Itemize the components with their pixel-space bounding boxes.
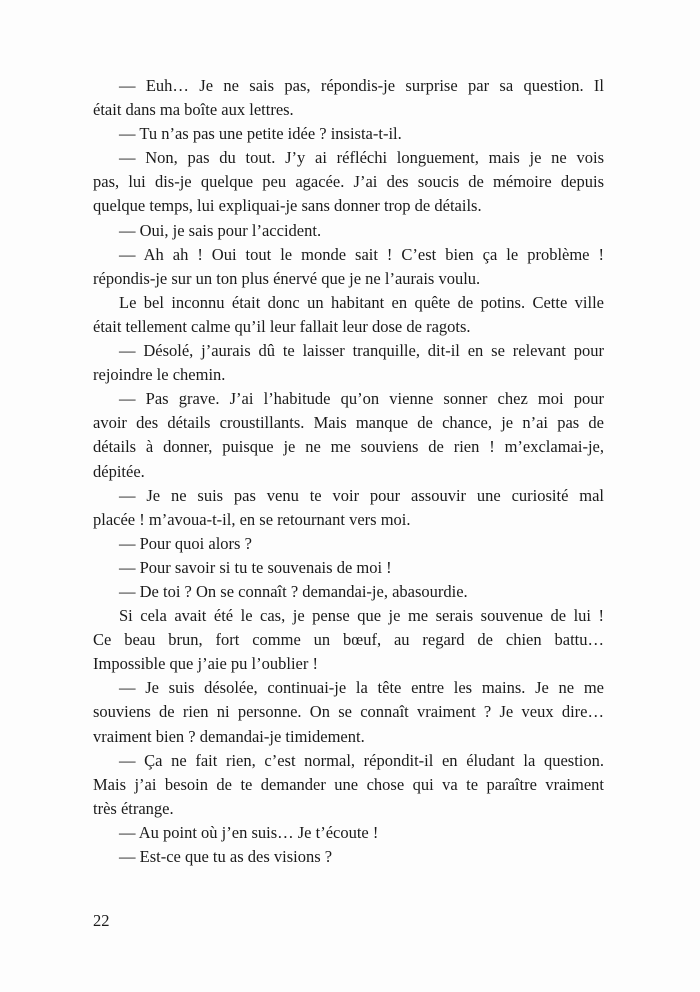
text-line: — Est-ce que tu as des visions ?: [119, 847, 333, 866]
text-line: — De toi ? On se connaît ? demandai-je, abasourdie.: [119, 581, 468, 601]
text-line: vraiment bien ? demandai-je timidement.: [93, 726, 365, 746]
text-line: — Désolé, j’aurais dû te laisser tranquille, dit-il en se relevant pour: [119, 341, 604, 361]
text-line: placée ! m’avoua-t-il, en se retournant vers moi.: [93, 509, 411, 529]
paragraph: [93, 676, 604, 748]
text-line: — Je ne suis pas venu te voir pour assouvir une curiosité mal: [119, 485, 604, 505]
paragraph: [93, 74, 604, 122]
text-line: très étrange.: [93, 798, 174, 818]
text-line: souviens de rien ni personne. On se connaît vraiment ? Je veux dire…: [93, 702, 604, 722]
text-line: Si cela avait été le cas, je pense que je me serais souvenue de lui !: [119, 606, 604, 626]
text-line: — Au point où j’en suis… Je t’écoute !: [119, 822, 379, 842]
text-line: Le bel inconnu était donc un habitant en quête de potins. Cette ville: [119, 292, 604, 312]
text-line: — Euh… Je ne sais pas, répondis-je surprise par sa question. Il: [119, 76, 604, 95]
paragraph: [93, 580, 604, 604]
paragraph: [93, 146, 604, 218]
paragraph: [93, 387, 604, 483]
text-line: — Pas grave. J’ai l’habitude qu’on vienne sonner chez moi pour: [119, 389, 604, 409]
text-line: quelque temps, lui expliquai-je sans donner trop de détails.: [93, 196, 482, 216]
text-line: était dans ma boîte aux lettres.: [93, 100, 294, 120]
text-line: — Je suis désolée, continuai-je la tête entre les mains. Je ne me: [119, 678, 604, 698]
page-text: [93, 74, 604, 869]
text-line: Ce beau brun, fort comme un bœuf, au regard de chien battu…: [93, 630, 604, 650]
text-line: — Pour savoir si tu te souvenais de moi !: [119, 557, 392, 577]
paragraph: [93, 749, 604, 821]
page-number: 22: [93, 911, 110, 930]
text-line: — Tu n’as pas une petite idée ? insista-t-il.: [119, 124, 402, 144]
paragraph: [93, 243, 604, 291]
text-line: était tellement calme qu’il leur fallait leur dose de ragots.: [93, 316, 471, 336]
text-line: — Ah ah ! Oui tout le monde sait ! C’est bien ça le problème !: [119, 244, 604, 264]
text-line: avoir des détails croustillants. Mais manque de chance, je n’ai pas de: [93, 413, 604, 433]
paragraph: [93, 845, 604, 869]
paragraph: [93, 122, 604, 146]
paragraph: [93, 556, 604, 580]
text-line: — Pour quoi alors ?: [119, 533, 252, 553]
paragraph: [93, 604, 604, 676]
text-line: — Ça ne fait rien, c’est normal, répondit-il en éludant la question.: [119, 750, 604, 770]
paragraph: [93, 484, 604, 532]
text-line: — Non, pas du tout. J’y ai réfléchi longuement, mais je ne vois: [119, 148, 604, 168]
text-line: dépitée.: [93, 461, 145, 481]
text-line: Impossible que j’aie pu l’oublier !: [93, 654, 318, 674]
text-line: pas, lui dis-je quelque peu agacée. J’ai des soucis de mémoire depuis: [93, 172, 604, 192]
text-line: détails à donner, puisque je ne me souviens de rien ! m’exclamai-je,: [93, 437, 604, 457]
paragraph: [93, 291, 604, 339]
paragraph: [93, 532, 604, 556]
text-line: rejoindre le chemin.: [93, 365, 226, 385]
paragraph: [93, 219, 604, 243]
paragraph: [93, 339, 604, 387]
text-line: Mais j’ai besoin de te demander une chose qui va te paraître vraiment: [93, 774, 604, 794]
paragraph: [93, 821, 604, 845]
text-line: — Oui, je sais pour l’accident.: [119, 220, 322, 240]
text-line: répondis-je sur un ton plus énervé que je ne l’aurais voulu.: [93, 268, 481, 288]
